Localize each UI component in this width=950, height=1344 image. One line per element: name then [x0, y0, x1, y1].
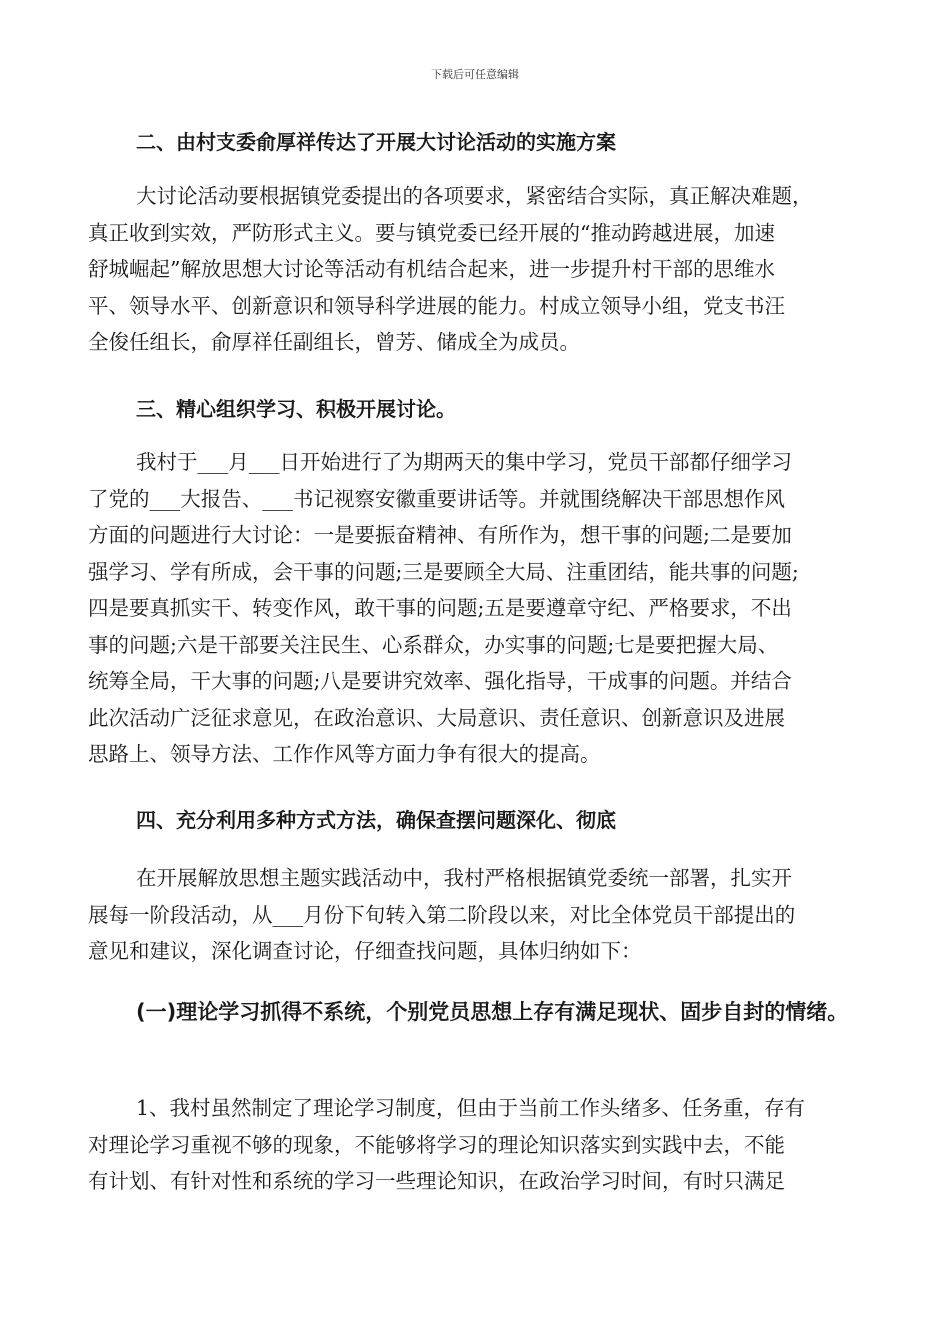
text-line: 真正收到实效，严防形式主义。要与镇党委已经开展的“推动跨越进展，加速	[88, 220, 775, 245]
text-line: 统筹全局，干大事的问题;八是要讲究效率、强化指导，干成事的问题。并结合	[88, 669, 792, 693]
section-2-heading: 二、由村支委俞厚祥传达了开展大讨论活动的实施方案	[136, 130, 616, 154]
text-line: 强学习、学有所成，会干事的问题;三是要顾全大局、注重团结，能共事的问题;	[88, 559, 799, 584]
page-header: 下载后可任意编辑	[431, 68, 519, 81]
text-line: 舒城崛起”解放思想大讨论等活动有机结合起来，进一步提升村干部的思维水	[88, 257, 775, 281]
text-line: 展每一阶段活动，从___月份下旬转入第二阶段以来，对比全体党员干部提出的	[88, 902, 796, 927]
section-4-heading: 四、充分利用多种方式方法，确保查摆问题深化、彻底	[136, 808, 616, 832]
text-line: 四是要真抓实干、转变作风，敢干事的问题;五是要遵章守纪、严格要求，不出	[88, 596, 792, 620]
text-line: 了党的___大报告、___书记视察安徽重要讲话等。并就围绕解决干部思想作风	[88, 486, 785, 511]
text-line: 1、我村虽然制定了理论学习制度，但由于当前工作头绪多、任务重，存有	[136, 1096, 806, 1120]
text-line: 事的问题;六是干部要关注民生、心系群众，办实事的问题;七是要把握大局、	[88, 632, 779, 657]
section-3-heading: 三、精心组织学习、积极开展讨论。	[136, 397, 456, 421]
section-2-body	[88, 178, 863, 361]
text-line: 对理论学习重视不够的现象，不能够将学习的理论知识落实到实践中去，不能	[88, 1132, 785, 1157]
section-3-body	[88, 444, 863, 773]
text-line: 方面的问题进行大讨论：一是要振奋精神、有所作为，想干事的问题;二是要加	[88, 523, 792, 547]
text-line: 思路上、领导方法、工作作风等方面力争有很大的提高。	[88, 742, 601, 766]
subsection-1-heading: (一)理论学习抓得不系统，个别党员思想上存有满足现状、固步自封的情绪。	[136, 1000, 849, 1024]
text-line: 全俊任组长，俞厚祥任副组长，曾芳、储成全为成员。	[88, 330, 580, 354]
text-line: 在开展解放思想主题实践活动中，我村严格根据镇党委统一部署，扎实开	[136, 866, 792, 890]
text-line: 大讨论活动要根据镇党委提出的各项要求，紧密结合实际，真正解决难题，	[136, 184, 813, 208]
section-4-body	[88, 860, 863, 970]
text-line: 有计划、有针对性和系统的学习一些理论知识，在政治学习时间，有时只满足	[88, 1169, 785, 1193]
text-line: 意见和建议，深化调查讨论，仔细查找问题，具体归纳如下：	[88, 939, 642, 963]
text-line: 我村于___月___日开始进行了为期两天的集中学习，党员干部都仔细学习	[136, 450, 792, 474]
text-line: 此次活动广泛征求意见，在政治意识、大局意识、责任意识、创新意识及进展	[88, 705, 785, 730]
text-line: 平、领导水平、创新意识和领导科学进展的能力。村成立领导小组，党支书汪	[88, 293, 785, 318]
paragraph-1-body	[88, 1090, 863, 1200]
